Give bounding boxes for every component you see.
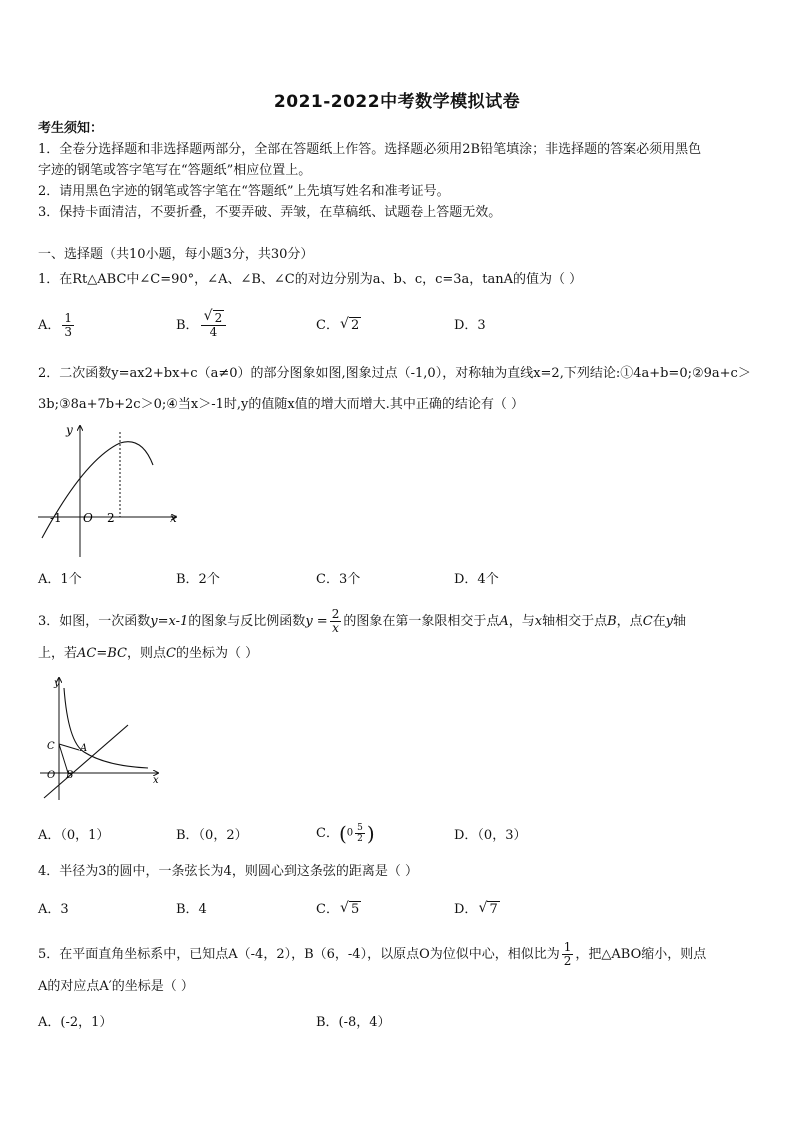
question-1-stem: 1．在Rt△ABC中∠C=90°，∠A、∠B、∠C的对边分别为a、b、c，c=3a，tanA的值为（ ）: [38, 272, 583, 287]
square-root: √ 5: [339, 900, 360, 917]
q4-option-a[interactable]: A．3: [38, 902, 69, 917]
notice-item: 1．全卷分选择题和非选择题两部分，全部在答题纸上作答。选择题必须用2B铅笔填涂；非选择题的答案必须用黑色: [38, 142, 702, 157]
hyperbola-graph: [36, 672, 166, 804]
square-root: √ 2: [339, 316, 360, 333]
parabola-graph: [34, 420, 184, 560]
q4-option-b[interactable]: B．4: [176, 902, 207, 917]
point-c-label: C: [47, 741, 55, 752]
q3-option-d[interactable]: D．（0，3）: [454, 828, 527, 843]
origin-label: O: [83, 511, 93, 525]
y-label: y: [54, 678, 60, 689]
q3-option-c[interactable]: C．(0 $\frac{5}{2}$ ): [316, 821, 375, 846]
question-5-stem-line1: 5．在平面直角坐标系中，已知点A（-4，2），B（6，-4），以原点O为位似中心，相似比为 $\frac{1}{2}$ ，把△ABO缩小，则点: [38, 940, 707, 968]
question-5-stem-line2: A的对应点A′的坐标是（ ）: [38, 979, 194, 994]
q3-option-a[interactable]: A．（0，1）: [38, 828, 110, 843]
fraction: $\frac{1}{3}$: [64, 311, 73, 339]
fraction: √ 2 4: [201, 312, 227, 339]
section-heading: 一、选择题（共10小题，每小题3分，共30分）: [38, 247, 314, 262]
q2-option-d[interactable]: D．4个: [454, 572, 499, 587]
question-3-stem-line1: 3．如图，一次函数y=x-1的图象与反比例函数y = $\frac{2}{x}$ 的图象在第一象限相交于点A，与x轴相交于点B，点C在y轴: [38, 607, 687, 635]
notice-item: 2．请用黑色字迹的钢笔或答字笔在“答题纸”上先填写姓名和准考证号。: [38, 184, 450, 199]
segment-ca: [59, 744, 79, 750]
q2-option-a[interactable]: A．1个: [38, 572, 82, 587]
tick-neg1: -1: [50, 511, 62, 525]
segment-cb: [59, 744, 68, 773]
page-title: 2021-2022中考数学模拟试卷: [273, 92, 521, 112]
q2-option-c[interactable]: C．3个: [316, 572, 361, 587]
q1-option-b[interactable]: B． √ 2 4: [176, 312, 228, 339]
question-2-stem-line2: 3b;③8a+7b+2c＞0;④当x＞-1时,y的值随x值的增大而增大.其中正确的结论有（ ）: [38, 397, 524, 412]
q2-option-b[interactable]: B．2个: [176, 572, 220, 587]
square-root: √ 7: [478, 900, 498, 917]
q1-option-a[interactable]: A． $\frac{1}{3}$: [38, 311, 73, 339]
x-label: x: [153, 775, 159, 786]
q1-option-d[interactable]: D．3: [454, 318, 486, 333]
notice-item: 字迹的钢笔或答字笔写在“答题纸”相应位置上。: [38, 163, 312, 178]
q4-option-d[interactable]: D． √ 7: [454, 900, 498, 917]
notice-item: 3．保持卡面清洁，不要折叠，不要弄破、弄皱，在草稿纸、试题卷上答题无效。: [38, 205, 502, 220]
notice-heading: 考生须知：: [38, 121, 104, 136]
q3-option-b[interactable]: B．（0，2）: [176, 828, 248, 843]
question-3-stem-line2: 上，若AC=BC，则点C的坐标为（ ）: [38, 646, 259, 661]
tick-2: 2: [107, 511, 115, 525]
question-2-stem-line1: 2．二次函数y=ax2+bx+c（a≠0）的部分图象如图,图象过点（-1,0），对称轴为直线x=2,下列结论:①4a+b=0;②9a+c＞: [38, 366, 751, 381]
point-b-label: B: [66, 770, 74, 781]
q1-option-c[interactable]: C． √ 2: [316, 316, 360, 333]
q4-option-c[interactable]: C． √ 5: [316, 900, 360, 917]
q5-option-b[interactable]: B．(-8，4）: [316, 1015, 391, 1030]
origin-label: O: [47, 770, 56, 781]
point-a-label: A: [80, 743, 88, 754]
y-label: y: [66, 423, 73, 437]
question-4-stem: 4．半径为3的圆中，一条弦长为4，则圆心到这条弦的距离是（ ）: [38, 864, 418, 879]
x-label: x: [170, 511, 177, 525]
line-y-x-1: [44, 725, 128, 798]
hyperbola-curve: [64, 688, 148, 768]
q5-option-a[interactable]: A．(-2，1）: [38, 1015, 113, 1030]
